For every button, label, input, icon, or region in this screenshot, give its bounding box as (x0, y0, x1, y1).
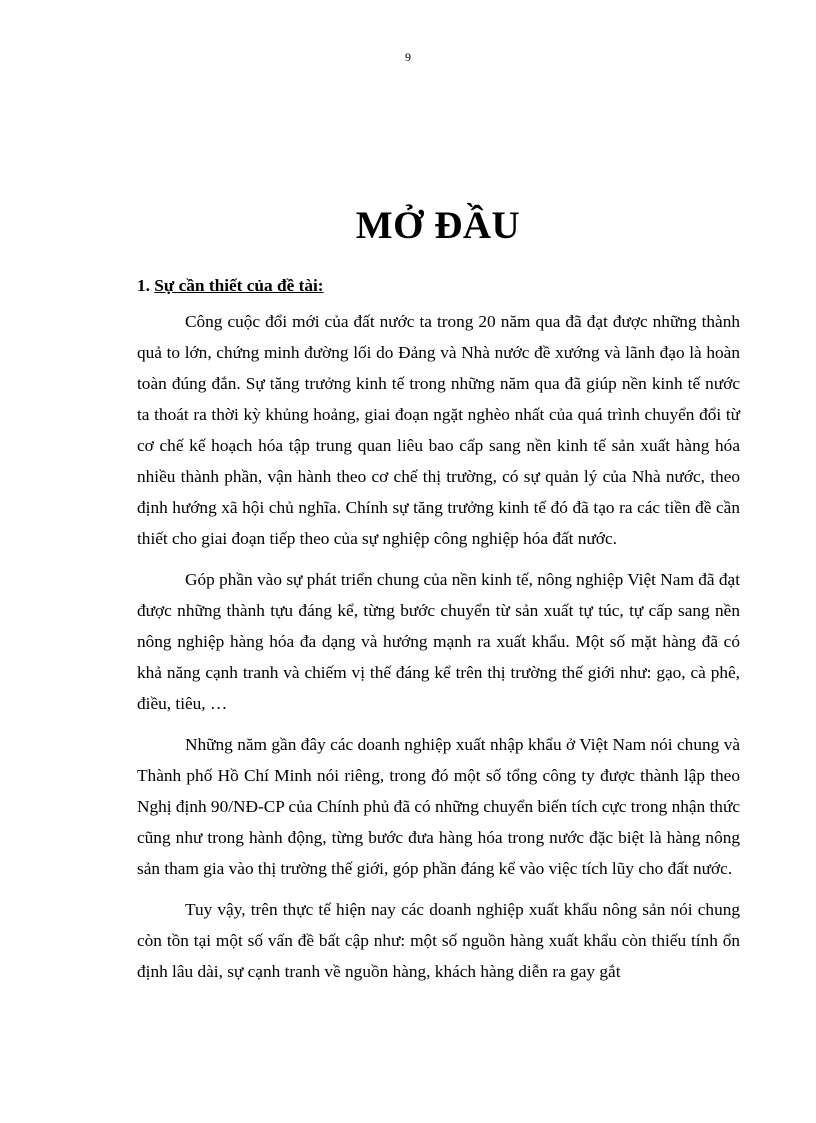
paragraph-1: Công cuộc đổi mới của đất nước ta trong 20 năm qua đã đạt được những thành quả to lớn, chứng minh đường lối do Đảng và Nhà nước đề xướng và lãnh đạo là hoàn toàn đúng đắn. Sự tăng trưởng kinh tế trong những năm qua đã giúp nền kinh tế nước ta thoát ra thời kỳ khủng hoảng, giai đoạn ngặt nghèo nhất của quá trình chuyển đổi từ cơ chế kế hoạch hóa tập trung quan liêu bao cấp sang nền kinh tế sản xuất hàng hóa nhiều thành phần, vận hành theo cơ chế thị trường, có sự quản lý của Nhà nước, theo định hướng xã hội chủ nghĩa. Chính sự tăng trưởng kinh tế đó đã tạo ra các tiền đề cần thiết cho giai đoạn tiếp theo của sự nghiệp công nghiệp hóa đất nước. (137, 312, 740, 548)
chapter-title: MỞ ĐẦU (355, 204, 521, 247)
paragraph-2: Góp phần vào sự phát triển chung của nền kinh tế, nông nghiệp Việt Nam đã đạt được những thành tựu đáng kể, từng bước chuyển từ sản xuất tự túc, tự cấp sang nền nông nghiệp hàng hóa đa dạng và hướng mạnh ra xuất khẩu. Một số mặt hàng đã có khả năng cạnh tranh và chiếm vị thế đáng kể trên thị trường thế giới như: gạo, cà phê, điều, tiêu, … (137, 570, 740, 713)
document-body (137, 270, 740, 997)
paragraph-4: Tuy vậy, trên thực tế hiện nay các doanh nghiệp xuất khẩu nông sản nói chung còn tồn tại một số vấn đề bất cập như: một số nguồn hàng xuất khẩu còn thiếu tính ổn định lâu dài, sự cạnh tranh về nguồn hàng, khách hàng diễn ra gay gắt (137, 900, 740, 981)
paragraph-3: Những năm gần đây các doanh nghiệp xuất nhập khẩu ở Việt Nam nói chung và Thành phố Hồ Chí Minh nói riêng, trong đó một số tổng công ty được thành lập theo Nghị định 90/NĐ-CP của Chính phủ đã có những chuyển biến tích cực trong nhận thức cũng như trong hành động, từng bước đưa hàng hóa trong nước đặc biệt là hàng nông sản tham gia vào thị trường thế giới, góp phần đáng kể vào việc tích lũy cho đất nước. (137, 735, 740, 878)
section-title: Sự cần thiết của đề tài: (154, 276, 324, 295)
section-heading (137, 270, 740, 301)
section-number: 1. (137, 276, 150, 295)
page-number: 9 (405, 50, 411, 64)
